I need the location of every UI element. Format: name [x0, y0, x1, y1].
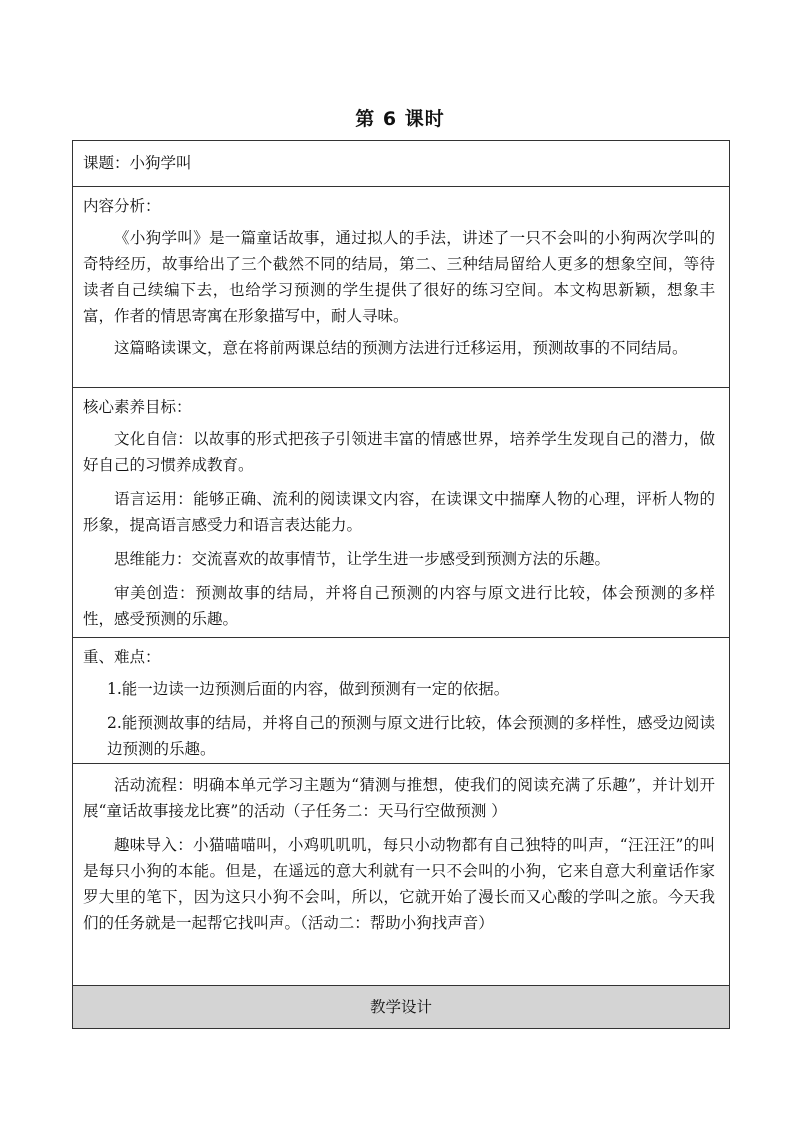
key-point-item: 2.能预测故事的结局，并将自己的预测与原文进行比较，体会预测的多样性，感受边阅读边预测的乐趣。 [107, 714, 715, 758]
key-points-label: 重、难点： [83, 648, 161, 666]
goal-paragraph: 思维能力：交流喜欢的故事情节，让学生进一步感受到预测方法的乐趣。 [114, 550, 611, 568]
activities-row [73, 764, 729, 986]
core-goals-label: 核心素养目标： [83, 398, 192, 416]
topic-text: 课题：小狗学叫 [83, 154, 192, 172]
topic-row [73, 141, 729, 187]
goal-paragraph: 文化自信：以故事的形式把孩子引领进丰富的情感世界，培养学生发现自己的潜力，做好自己的习惯养成教育。 [83, 430, 715, 474]
goal-paragraph: 语言运用：能够正确、流利的阅读课文内容，在读课文中揣摩人物的心理，评析人物的形象，提高语言感受力和语言表达能力。 [83, 490, 715, 534]
activity-paragraph: 活动流程：明确本单元学习主题为“猜测与推想，使我们的阅读充满了乐趣”，并计划开展“童话故事接龙比赛”的活动（子任务二：天马行空做预测 ） [83, 776, 715, 820]
core-goals-row [73, 388, 729, 638]
goal-paragraph: 审美创造：预测故事的结局，并将自己预测的内容与原文进行比较，体会预测的多样性，感受预测的乐趣。 [83, 584, 715, 628]
activity-paragraph: 趣味导入：小猫喵喵叫，小鸡叽叽叽，每只小动物都有自己独特的叫声，“汪汪汪”的叫是每只小狗的本能。但是，在遥远的意大利就有一只不会叫的小狗，它来自意大利童话作家罗大里的笔下，因为这只小狗不会叫，所以，它就开始了漫长而又心酸的学叫之旅。今天我们的任务就是一起帮它找叫声。（活动二：帮助小狗找声音） [83, 836, 715, 932]
content-analysis-label: 内容分析： [83, 197, 161, 215]
content-analysis-paragraph: 《小狗学叫》是一篇童话故事，通过拟人的手法，讲述了一只不会叫的小狗两次学叫的奇特经历，故事给出了三个截然不同的结局，第二、三种结局留给人更多的想象空间，等待读者自己续编下去，也给学习预测的学生提供了很好的练习空间。本文构思新颖，想象丰富，作者的情思寄寓在形象描写中，耐人寻味。 [83, 229, 715, 325]
lesson-table [72, 140, 730, 1029]
teaching-design-header: 教学设计 [73, 986, 729, 1028]
content-analysis-row [73, 187, 729, 388]
key-point-item: 1.能一边读一边预测后面的内容，做到预测有一定的依据。 [107, 680, 510, 698]
page-title: 第 6 课时 [355, 108, 445, 130]
key-points-row [73, 638, 729, 764]
content-analysis-paragraph: 这篇略读课文，意在将前两课总结的预测方法进行迁移运用，预测故事的不同结局。 [114, 339, 688, 357]
